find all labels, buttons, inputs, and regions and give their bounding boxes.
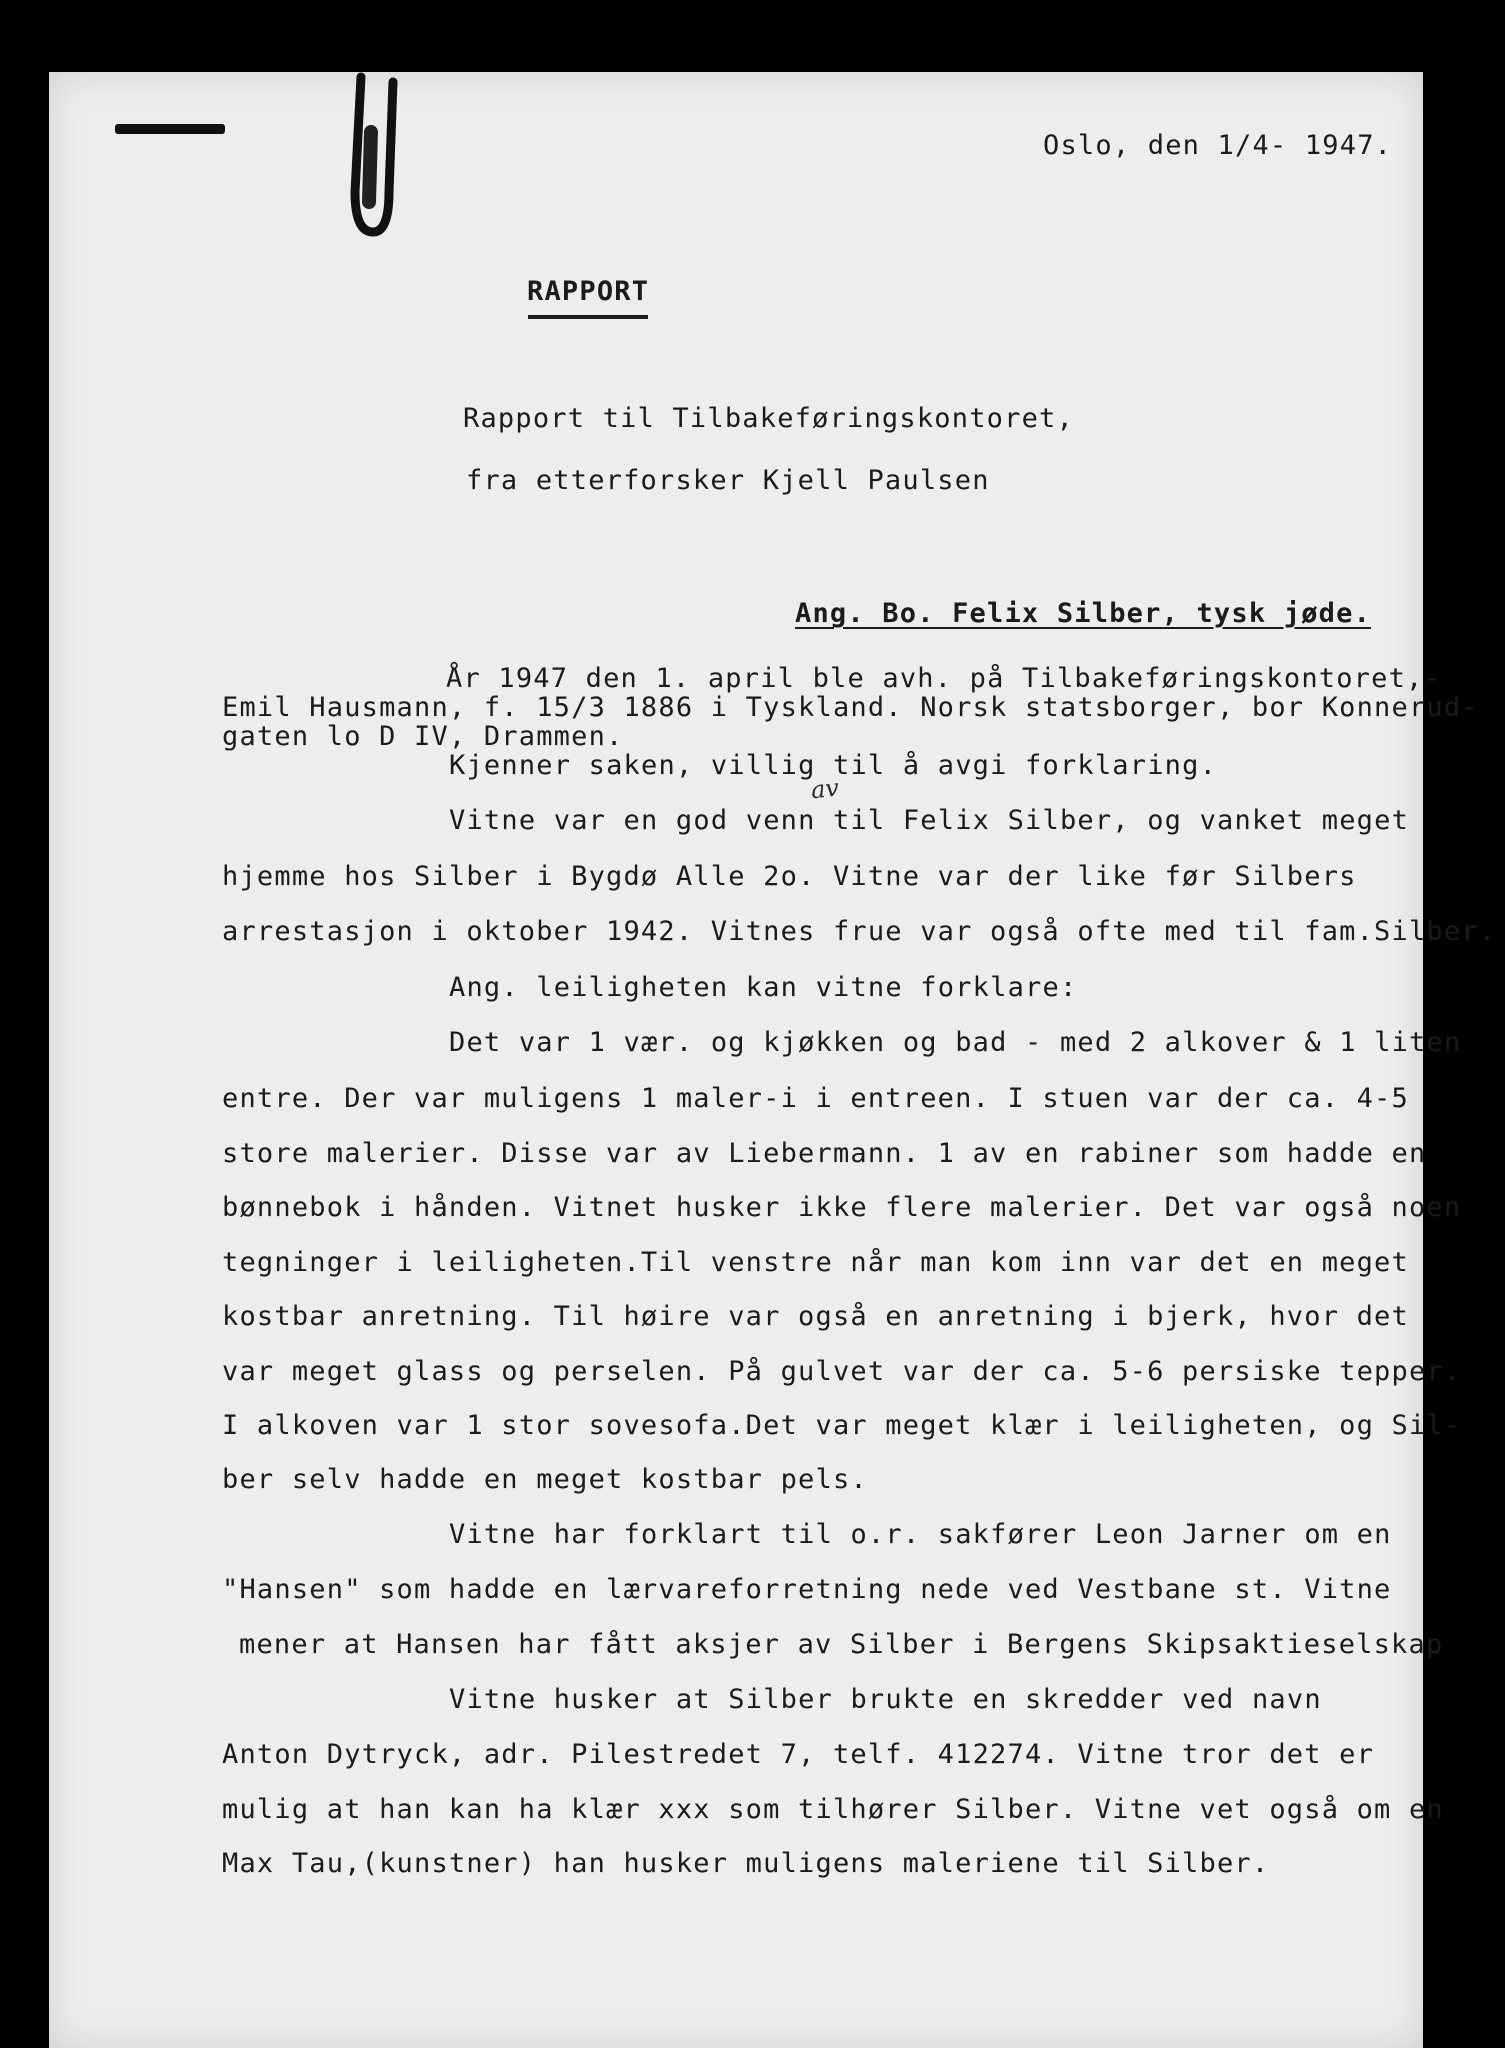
body-line: Vitne har forklart til o.r. sakfører Leon Jarner om en — [449, 1519, 1392, 1550]
body-line: kostbar anretning. Til høire var også en anretning i bjerk, hvor det — [222, 1301, 1409, 1332]
body-line: tegninger i leiligheten.Til venstre når man kom inn var det en meget — [222, 1247, 1409, 1278]
body-line: mener at Hansen har fått aksjer av Silber i Bergens Skipsaktieselskap — [239, 1629, 1444, 1660]
body-line: Det var 1 vær. og kjøkken og bad - med 2 alkover & 1 liten — [449, 1027, 1462, 1058]
body-line: Anton Dytryck, adr. Pilestredet 7, telf. 412274. Vitne tror det er — [222, 1739, 1375, 1770]
body-line: Emil Hausmann, f. 15/3 1886 i Tyskland. Norsk statsborger, bor Konnerud- — [222, 692, 1479, 723]
body-line: Vitne var en god venn til Felix Silber, og vanket meget — [449, 805, 1410, 836]
body-line: Ang. leiligheten kan vitne forklare: — [449, 972, 1078, 1003]
body-line: Vitne husker at Silber brukte en skredder ved navn — [449, 1684, 1322, 1715]
author-line: fra etterforsker Kjell Paulsen — [466, 465, 990, 496]
redaction-mark — [115, 124, 225, 134]
document-page — [49, 72, 1497, 2048]
body-line: store malerier. Disse var av Liebermann. 1 av en rabiner som hadde en — [222, 1138, 1427, 1169]
document-heading: RAPPORT — [527, 276, 650, 307]
body-line: gaten lo D IV, Drammen. — [222, 721, 624, 752]
body-line: År 1947 den 1. april ble avh. på Tilbakeføringskontoret,- — [446, 663, 1441, 694]
subject-line: Ang. Bo. Felix Silber, tysk jøde. — [795, 598, 1372, 629]
recipient-line: Rapport til Tilbakeføringskontoret, — [463, 403, 1074, 434]
body-line: Max Tau,(kunstner) han husker muligens maleriene til Silber. — [222, 1848, 1270, 1879]
paperclip-icon — [311, 72, 431, 252]
body-line: bønnebok i hånden. Vitnet husker ikke flere malerier. Det var også noen — [222, 1192, 1462, 1223]
body-line: entre. Der var muligens 1 maler-i i entreen. I stuen var der ca. 4-5 — [222, 1083, 1409, 1114]
body-line: hjemme hos Silber i Bygdø Alle 2o. Vitne var der like før Silbers — [222, 861, 1357, 892]
body-line: Kjenner saken, villig til å avgi forklaring. — [449, 750, 1218, 781]
body-line: arrestasjon i oktober 1942. Vitnes frue var også ofte med til fam.Silber. — [222, 916, 1497, 947]
document-date: Oslo, den 1/4- 1947. — [1043, 130, 1393, 161]
body-line: ber selv hadde en meget kostbar pels. — [222, 1464, 868, 1495]
body-line: I alkoven var 1 stor sovesofa.Det var meget klær i leiligheten, og Sil- — [222, 1410, 1462, 1441]
body-line: var meget glass og perselen. På gulvet var der ca. 5-6 persiske tepper. — [222, 1356, 1462, 1387]
body-line: "Hansen" som hadde en lærvareforretning nede ved Vestbane st. Vitne — [222, 1574, 1392, 1605]
heading-underline — [528, 315, 648, 319]
handwritten-correction: av — [809, 773, 841, 805]
body-line: mulig at han kan ha klær xxx som tilhører Silber. Vitne vet også om en — [222, 1794, 1444, 1825]
